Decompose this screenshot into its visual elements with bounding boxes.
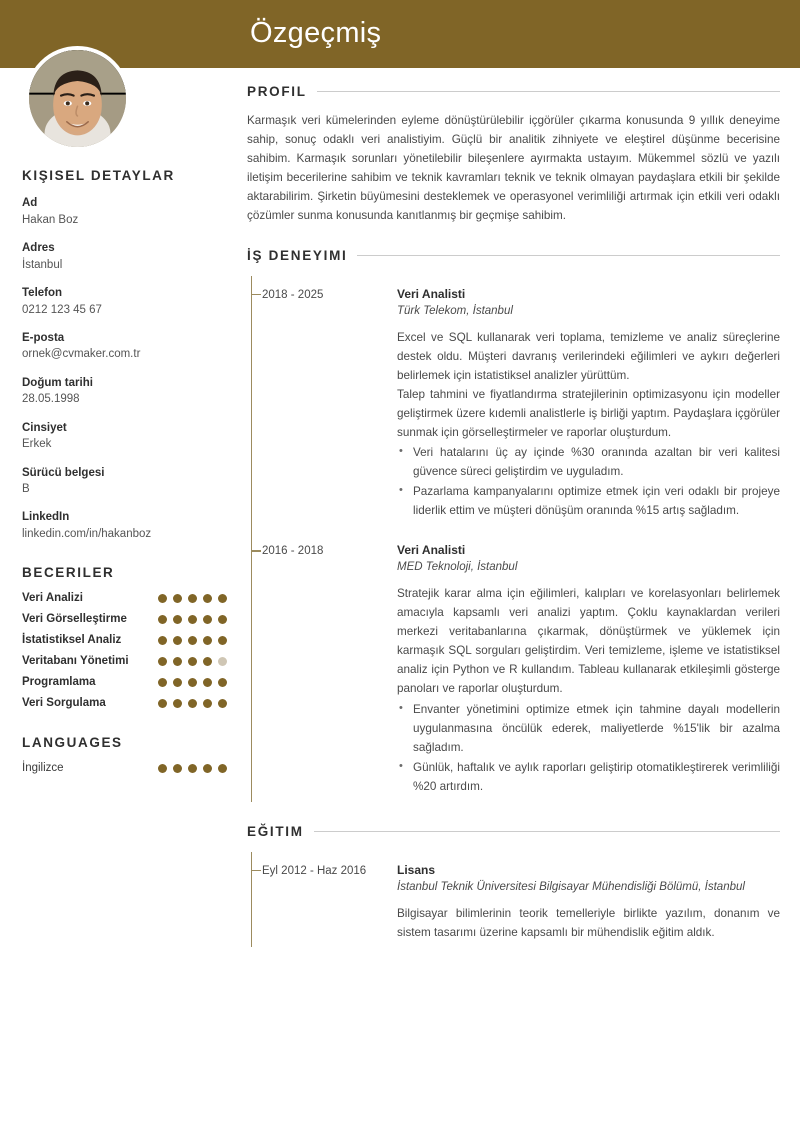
detail-value: Hakan Boz [22,213,79,226]
skill-item [22,592,227,604]
section-divider [314,831,780,832]
entry-bullet-list [397,444,780,521]
rating-dot [173,636,182,645]
detail-adres [22,240,227,274]
detail-surucu-belgesi [22,465,227,499]
entry-paragraph: Excel ve SQL kullanarak veri toplama, temizleme ve analiz süreçlerine destek oldu. Müşteri davranış verilerindeki eğilimleri ve aykırı değerleri belirlemek için istatistiksel analizler yürüttüm. [397,330,780,382]
rating-dot [188,764,197,773]
experience-section-head [247,248,780,263]
entry-title: Veri Analisti [397,543,466,558]
rating-dot [188,699,197,708]
entry-subtitle: MED Teknoloji, İstanbul [397,561,518,574]
education-section [247,824,780,947]
detail-label: Adres [22,241,55,254]
entry-bullet: • Günlük, haftalık ve aylık raporları geliştirip otomatikleştirerek verimliliği %20 artırdım. [397,759,780,797]
section-divider [317,91,780,92]
entry-paragraph: Talep tahmini ve fiyatlandırma stratejilerinin optimizasyonu için modeller geliştirmek üzere kıdemli analistlerle iş birliği yaptım. Paydaşlara içgörüler sunmak için görselleştirmeler ve raporlar oluşturdum. [397,387,780,439]
skill-item-rating [158,636,227,645]
profile-section-head [247,84,780,99]
language-item-rating [158,764,227,773]
detail-label: Sürücü belgesi [22,466,105,479]
entry-body [397,542,780,798]
page-title: Özgeçmiş [250,17,382,49]
skills-heading: BECERILER [22,565,115,581]
rating-dot [173,699,182,708]
entry-date: 2016 - 2018 [262,545,324,558]
rating-dot [218,678,227,687]
timeline-entry [262,862,780,943]
detail-telefon [22,285,227,319]
entry-subtitle: İstanbul Teknik Üniversitesi Bilgisayar Mühendisliği Bölümü, İstanbul [397,880,745,893]
personal-details-heading: KIŞISEL DETAYLAR [22,168,175,183]
rating-dot [218,615,227,624]
rating-dot [173,657,182,666]
detail-label: Doğum tarihi [22,376,93,389]
section-divider [357,255,780,256]
entry-title: Veri Analisti [397,286,466,301]
education-timeline [251,852,780,947]
entry-body [397,286,780,523]
education-heading: EĞITIM [247,823,304,839]
rating-dot [158,699,167,708]
rating-dot [203,594,212,603]
detail-label: Telefon [22,286,63,299]
detail-linkedin [22,509,227,543]
main-content [247,84,780,953]
timeline-entry [262,542,780,798]
detail-value: Erkek [22,438,52,451]
entry-bullet-list [397,701,780,797]
detail-value[interactable]: ornek@cvmaker.com.tr [22,348,141,361]
skill-item-rating [158,678,227,687]
profile-section [247,84,780,226]
skill-item-label: Veri Görselleştirme [22,613,127,626]
entry-body [397,862,780,943]
entry-paragraph: Stratejik karar alma için eğilimleri, kalıpları ve korelasyonları belirlemek amacıyla kapsamlı veri analizi yaptım. Çoklu kaynaklardan verileri merkezi veritabanlarına çıkarmak, dönüştürmek ve yüklemek için karmaşık SQL sorguları geliştirdim. Veri temizleme, işleme ve istatistiksel analiz için Python ve R kullandım. Tableau kullanarak etkileşimli gösterge panoları ve raporlar oluşturdum. [397,587,780,696]
detail-label: LinkedIn [22,511,70,524]
rating-dot [218,657,227,666]
rating-dot [203,636,212,645]
rating-dot [158,636,167,645]
rating-dot [218,699,227,708]
rating-dot [203,764,212,773]
rating-dot [218,594,227,603]
skill-item-rating [158,657,227,666]
skill-item [22,613,227,625]
rating-dot [188,636,197,645]
profile-heading: PROFIL [247,84,307,99]
experience-timeline [251,276,780,802]
timeline-entry [262,286,780,523]
rating-dot [173,594,182,603]
rating-dot [203,657,212,666]
detail-dogum-tarihi [22,375,227,409]
rating-dot [158,678,167,687]
detail-value: 28.05.1998 [22,393,80,406]
rating-dot [158,657,167,666]
detail-cinsiyet [22,420,227,454]
skill-item-label: Veritabanı Yönetimi [22,655,129,668]
skills-list [22,592,227,709]
skill-item-label: İstatistiksel Analiz [22,634,122,647]
avatar [25,46,130,151]
skills-section [22,565,227,709]
timeline-tick-icon [252,294,261,296]
rating-dot [173,615,182,624]
experience-section [247,248,780,802]
detail-label: Ad [22,197,38,209]
detail-value: 0212 123 45 67 [22,303,102,316]
skill-item-rating [158,594,227,603]
education-section-head [247,824,780,839]
languages-list [22,762,227,774]
header-band [0,0,800,68]
detail-value: İstanbul [22,258,63,271]
rating-dot [173,764,182,773]
entry-date: 2018 - 2025 [262,288,324,301]
rating-dot [158,615,167,624]
rating-dot [158,594,167,603]
entry-date: Eyl 2012 - Haz 2016 [262,864,367,877]
rating-dot [203,615,212,624]
rating-dot [203,678,212,687]
skill-item-label: Programlama [22,676,96,689]
rating-dot [218,764,227,773]
rating-dot [188,657,197,666]
entry-bullet: • Veri hatalarını üç ay içinde %30 oranında azaltan bir veri kalitesi güvence süreci geliştirdim ve uyguladım. [397,444,780,482]
rating-dot [218,636,227,645]
detail-eposta [22,330,227,364]
detail-label: E-posta [22,331,65,344]
detail-value: B [22,483,30,496]
entry-bullet: • Pazarlama kampanyalarını optimize etmek için veri odaklı bir projeye liderlik ettim ve müşteri dönüşüm oranında %15 artış sağladım. [397,483,780,521]
timeline-tick-icon [252,550,261,552]
detail-ad [22,195,227,229]
skill-item [22,655,227,667]
detail-value[interactable]: linkedin.com/in/hakanboz [22,528,152,541]
entry-title: Lisans [397,862,436,877]
skill-item [22,634,227,646]
entry-paragraph: Bilgisayar bilimlerinin teorik temelleriyle birlikte yazılım, donanım ve sistem tasarımı üzerine kapsamlı bir mühendislik eğitim aldık. [397,906,780,939]
skill-item [22,697,227,709]
detail-label: Cinsiyet [22,421,67,434]
skill-item-label: Veri Sorgulama [22,697,106,710]
rating-dot [188,594,197,603]
timeline-tick-icon [252,870,261,872]
skill-item-label: Veri Analizi [22,592,83,605]
profile-photo-icon [29,50,126,147]
rating-dot [188,615,197,624]
profile-text: Karmaşık veri kümelerinden eyleme dönüştürülebilir içgörüler çıkarma konusunda 9 yıllık deneyime sahip, sonuç odaklı veri analistiyim. Güçlü bir analitik zihniyete ve eleştirel düşünme becerisine sahibim. Karmaşık sorunları yönetilebilir bileşenlere ayırmakta ustayım. Mükemmel sözlü ve yazılı iletişim becerilerine sahibim ve teknik kavramları teknik ve teknik olmayan paydaşlara etkili bir şekilde aktarabilirim. Şirketin büyümesini desteklemek ve operasyonel verimliliği artırmak için etkili veri odaklı çözümler sunma konusunda kanıtlanmış bir geçmişe sahibim. [247,114,780,222]
rating-dot [158,764,167,773]
entry-bullet: • Envanter yönetimini optimize etmek için tahmine dayalı modellerin uygulanmasına öncülük ederek, maliyetlerde %15'lik bir azalma sağladım. [397,701,780,758]
rating-dot [173,678,182,687]
skill-item [22,676,227,688]
rating-dot [188,678,197,687]
skill-item-rating [158,615,227,624]
language-item [22,762,227,774]
experience-heading: İŞ DENEYIMI [247,247,348,263]
rating-dot [203,699,212,708]
language-item-label: İngilizce [22,762,64,775]
languages-section [22,735,227,774]
entry-subtitle: Türk Telekom, İstanbul [397,304,513,317]
skill-item-rating [158,699,227,708]
sidebar [22,168,227,783]
languages-heading: LANGUAGES [22,735,123,751]
